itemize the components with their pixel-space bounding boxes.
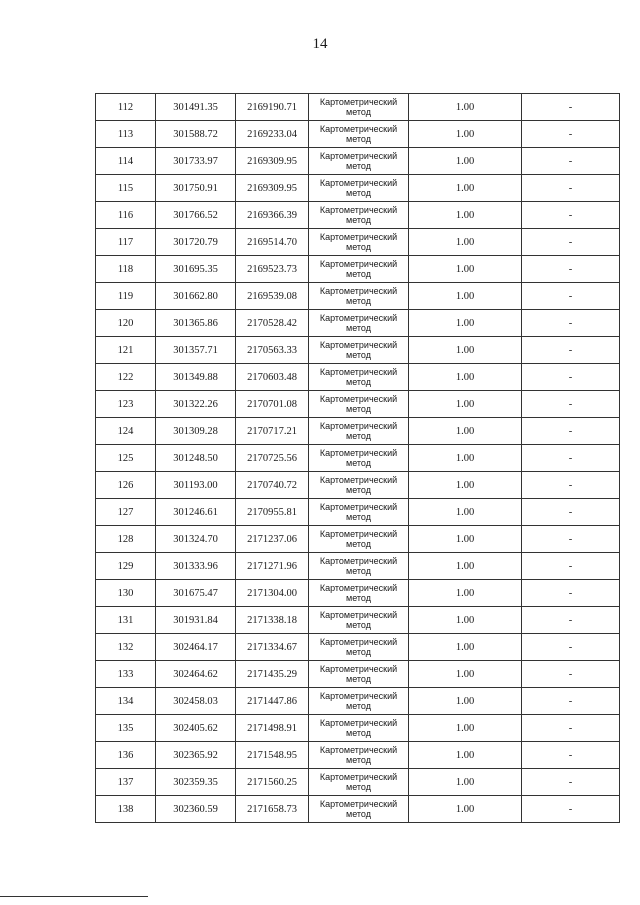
accuracy-cell: 1.00 — [409, 148, 522, 175]
point-number-cell: 134 — [96, 688, 156, 715]
table-row — [96, 202, 620, 229]
accuracy-cell: 1.00 — [409, 229, 522, 256]
point-number-cell: 129 — [96, 553, 156, 580]
point-number-cell: 124 — [96, 418, 156, 445]
y-coordinate-cell: 2171271.96 — [236, 553, 309, 580]
description-cell: - — [522, 94, 620, 121]
accuracy-cell: 1.00 — [409, 94, 522, 121]
method-cell: Картометрический метод — [309, 283, 409, 310]
x-coordinate-cell: 301720.79 — [156, 229, 236, 256]
x-coordinate-cell: 301733.97 — [156, 148, 236, 175]
description-cell: - — [522, 769, 620, 796]
description-cell: - — [522, 175, 620, 202]
method-cell: Картометрический метод — [309, 688, 409, 715]
y-coordinate-cell: 2171304.00 — [236, 580, 309, 607]
coordinates-table-body — [96, 94, 620, 823]
x-coordinate-cell: 301248.50 — [156, 445, 236, 472]
table-row — [96, 580, 620, 607]
point-number-cell: 122 — [96, 364, 156, 391]
table-row — [96, 418, 620, 445]
accuracy-cell: 1.00 — [409, 553, 522, 580]
description-cell: - — [522, 121, 620, 148]
x-coordinate-cell: 301491.35 — [156, 94, 236, 121]
description-cell: - — [522, 688, 620, 715]
description-cell: - — [522, 526, 620, 553]
accuracy-cell: 1.00 — [409, 256, 522, 283]
description-cell: - — [522, 202, 620, 229]
method-cell: Картометрический метод — [309, 769, 409, 796]
point-number-cell: 123 — [96, 391, 156, 418]
point-number-cell: 126 — [96, 472, 156, 499]
y-coordinate-cell: 2169309.95 — [236, 148, 309, 175]
accuracy-cell: 1.00 — [409, 391, 522, 418]
method-cell: Картометрический метод — [309, 742, 409, 769]
point-number-cell: 120 — [96, 310, 156, 337]
description-cell: - — [522, 580, 620, 607]
method-cell: Картометрический метод — [309, 337, 409, 364]
point-number-cell: 119 — [96, 283, 156, 310]
x-coordinate-cell: 301588.72 — [156, 121, 236, 148]
description-cell: - — [522, 418, 620, 445]
description-cell: - — [522, 337, 620, 364]
y-coordinate-cell: 2171658.73 — [236, 796, 309, 823]
description-cell: - — [522, 553, 620, 580]
x-coordinate-cell: 301675.47 — [156, 580, 236, 607]
method-cell: Картометрический метод — [309, 796, 409, 823]
method-cell: Картометрический метод — [309, 499, 409, 526]
table-row — [96, 688, 620, 715]
method-cell: Картометрический метод — [309, 526, 409, 553]
method-cell: Картометрический метод — [309, 553, 409, 580]
x-coordinate-cell: 302464.62 — [156, 661, 236, 688]
method-cell: Картометрический метод — [309, 445, 409, 472]
method-cell: Картометрический метод — [309, 202, 409, 229]
x-coordinate-cell: 301357.71 — [156, 337, 236, 364]
x-coordinate-cell: 302464.17 — [156, 634, 236, 661]
accuracy-cell: 1.00 — [409, 364, 522, 391]
y-coordinate-cell: 2170563.33 — [236, 337, 309, 364]
method-cell: Картометрический метод — [309, 580, 409, 607]
accuracy-cell: 1.00 — [409, 121, 522, 148]
method-cell: Картометрический метод — [309, 148, 409, 175]
point-number-cell: 116 — [96, 202, 156, 229]
y-coordinate-cell: 2169514.70 — [236, 229, 309, 256]
method-cell: Картометрический метод — [309, 364, 409, 391]
description-cell: - — [522, 715, 620, 742]
point-number-cell: 121 — [96, 337, 156, 364]
table-row — [96, 94, 620, 121]
accuracy-cell: 1.00 — [409, 796, 522, 823]
point-number-cell: 131 — [96, 607, 156, 634]
point-number-cell: 138 — [96, 796, 156, 823]
y-coordinate-cell: 2171435.29 — [236, 661, 309, 688]
x-coordinate-cell: 301324.70 — [156, 526, 236, 553]
y-coordinate-cell: 2169233.04 — [236, 121, 309, 148]
description-cell: - — [522, 148, 620, 175]
point-number-cell: 136 — [96, 742, 156, 769]
table-row — [96, 661, 620, 688]
table-row — [96, 715, 620, 742]
table-row — [96, 283, 620, 310]
accuracy-cell: 1.00 — [409, 418, 522, 445]
y-coordinate-cell: 2169309.95 — [236, 175, 309, 202]
x-coordinate-cell: 302458.03 — [156, 688, 236, 715]
x-coordinate-cell: 302365.92 — [156, 742, 236, 769]
y-coordinate-cell: 2171498.91 — [236, 715, 309, 742]
point-number-cell: 137 — [96, 769, 156, 796]
x-coordinate-cell: 302405.62 — [156, 715, 236, 742]
point-number-cell: 133 — [96, 661, 156, 688]
y-coordinate-cell: 2169523.73 — [236, 256, 309, 283]
point-number-cell: 118 — [96, 256, 156, 283]
method-cell: Картометрический метод — [309, 472, 409, 499]
x-coordinate-cell: 301322.26 — [156, 391, 236, 418]
x-coordinate-cell: 301309.28 — [156, 418, 236, 445]
table-row — [96, 310, 620, 337]
point-number-cell: 117 — [96, 229, 156, 256]
description-cell: - — [522, 607, 620, 634]
description-cell: - — [522, 310, 620, 337]
table-row — [96, 364, 620, 391]
method-cell: Картометрический метод — [309, 607, 409, 634]
description-cell: - — [522, 661, 620, 688]
y-coordinate-cell: 2171447.86 — [236, 688, 309, 715]
accuracy-cell: 1.00 — [409, 472, 522, 499]
table-row — [96, 634, 620, 661]
method-cell: Картометрический метод — [309, 175, 409, 202]
table-row — [96, 256, 620, 283]
accuracy-cell: 1.00 — [409, 580, 522, 607]
x-coordinate-cell: 301193.00 — [156, 472, 236, 499]
x-coordinate-cell: 301333.96 — [156, 553, 236, 580]
method-cell: Картометрический метод — [309, 310, 409, 337]
table-row — [96, 445, 620, 472]
table-row — [96, 472, 620, 499]
accuracy-cell: 1.00 — [409, 661, 522, 688]
x-coordinate-cell: 301695.35 — [156, 256, 236, 283]
description-cell: - — [522, 283, 620, 310]
table-row — [96, 121, 620, 148]
method-cell: Картометрический метод — [309, 121, 409, 148]
table-row — [96, 337, 620, 364]
point-number-cell: 127 — [96, 499, 156, 526]
y-coordinate-cell: 2169366.39 — [236, 202, 309, 229]
description-cell: - — [522, 634, 620, 661]
y-coordinate-cell: 2170955.81 — [236, 499, 309, 526]
table-row — [96, 175, 620, 202]
x-coordinate-cell: 301246.61 — [156, 499, 236, 526]
y-coordinate-cell: 2170528.42 — [236, 310, 309, 337]
y-coordinate-cell: 2170740.72 — [236, 472, 309, 499]
point-number-cell: 128 — [96, 526, 156, 553]
table-row — [96, 526, 620, 553]
point-number-cell: 130 — [96, 580, 156, 607]
x-coordinate-cell: 301662.80 — [156, 283, 236, 310]
description-cell: - — [522, 364, 620, 391]
accuracy-cell: 1.00 — [409, 499, 522, 526]
description-cell: - — [522, 742, 620, 769]
y-coordinate-cell: 2170717.21 — [236, 418, 309, 445]
point-number-cell: 113 — [96, 121, 156, 148]
description-cell: - — [522, 472, 620, 499]
accuracy-cell: 1.00 — [409, 445, 522, 472]
y-coordinate-cell: 2170701.08 — [236, 391, 309, 418]
point-number-cell: 115 — [96, 175, 156, 202]
table-row — [96, 796, 620, 823]
x-coordinate-cell: 301750.91 — [156, 175, 236, 202]
x-coordinate-cell: 301766.52 — [156, 202, 236, 229]
y-coordinate-cell: 2169539.08 — [236, 283, 309, 310]
y-coordinate-cell: 2171338.18 — [236, 607, 309, 634]
accuracy-cell: 1.00 — [409, 688, 522, 715]
point-number-cell: 132 — [96, 634, 156, 661]
method-cell: Картометрический метод — [309, 661, 409, 688]
y-coordinate-cell: 2171237.06 — [236, 526, 309, 553]
x-coordinate-cell: 301931.84 — [156, 607, 236, 634]
accuracy-cell: 1.00 — [409, 526, 522, 553]
y-coordinate-cell: 2170603.48 — [236, 364, 309, 391]
table-row — [96, 769, 620, 796]
accuracy-cell: 1.00 — [409, 175, 522, 202]
page-number: 14 — [312, 36, 328, 52]
table-row — [96, 148, 620, 175]
description-cell: - — [522, 256, 620, 283]
point-number-cell: 112 — [96, 94, 156, 121]
method-cell: Картометрический метод — [309, 634, 409, 661]
accuracy-cell: 1.00 — [409, 769, 522, 796]
accuracy-cell: 1.00 — [409, 337, 522, 364]
table-row — [96, 391, 620, 418]
accuracy-cell: 1.00 — [409, 202, 522, 229]
y-coordinate-cell: 2170725.56 — [236, 445, 309, 472]
accuracy-cell: 1.00 — [409, 634, 522, 661]
table-row — [96, 499, 620, 526]
accuracy-cell: 1.00 — [409, 283, 522, 310]
x-coordinate-cell: 302360.59 — [156, 796, 236, 823]
description-cell: - — [522, 499, 620, 526]
y-coordinate-cell: 2169190.71 — [236, 94, 309, 121]
method-cell: Картометрический метод — [309, 418, 409, 445]
accuracy-cell: 1.00 — [409, 715, 522, 742]
table-row — [96, 607, 620, 634]
table-row — [96, 553, 620, 580]
x-coordinate-cell: 301365.86 — [156, 310, 236, 337]
method-cell: Картометрический метод — [309, 256, 409, 283]
point-number-cell: 114 — [96, 148, 156, 175]
method-cell: Картометрический метод — [309, 229, 409, 256]
y-coordinate-cell: 2171334.67 — [236, 634, 309, 661]
table-row — [96, 742, 620, 769]
accuracy-cell: 1.00 — [409, 742, 522, 769]
table-row — [96, 229, 620, 256]
description-cell: - — [522, 391, 620, 418]
method-cell: Картометрический метод — [309, 715, 409, 742]
description-cell: - — [522, 796, 620, 823]
coordinates-table — [95, 93, 620, 823]
point-number-cell: 135 — [96, 715, 156, 742]
x-coordinate-cell: 302359.35 — [156, 769, 236, 796]
accuracy-cell: 1.00 — [409, 310, 522, 337]
y-coordinate-cell: 2171548.95 — [236, 742, 309, 769]
x-coordinate-cell: 301349.88 — [156, 364, 236, 391]
accuracy-cell: 1.00 — [409, 607, 522, 634]
method-cell: Картометрический метод — [309, 94, 409, 121]
point-number-cell: 125 — [96, 445, 156, 472]
y-coordinate-cell: 2171560.25 — [236, 769, 309, 796]
description-cell: - — [522, 229, 620, 256]
description-cell: - — [522, 445, 620, 472]
footnote-divider — [0, 896, 148, 897]
method-cell: Картометрический метод — [309, 391, 409, 418]
